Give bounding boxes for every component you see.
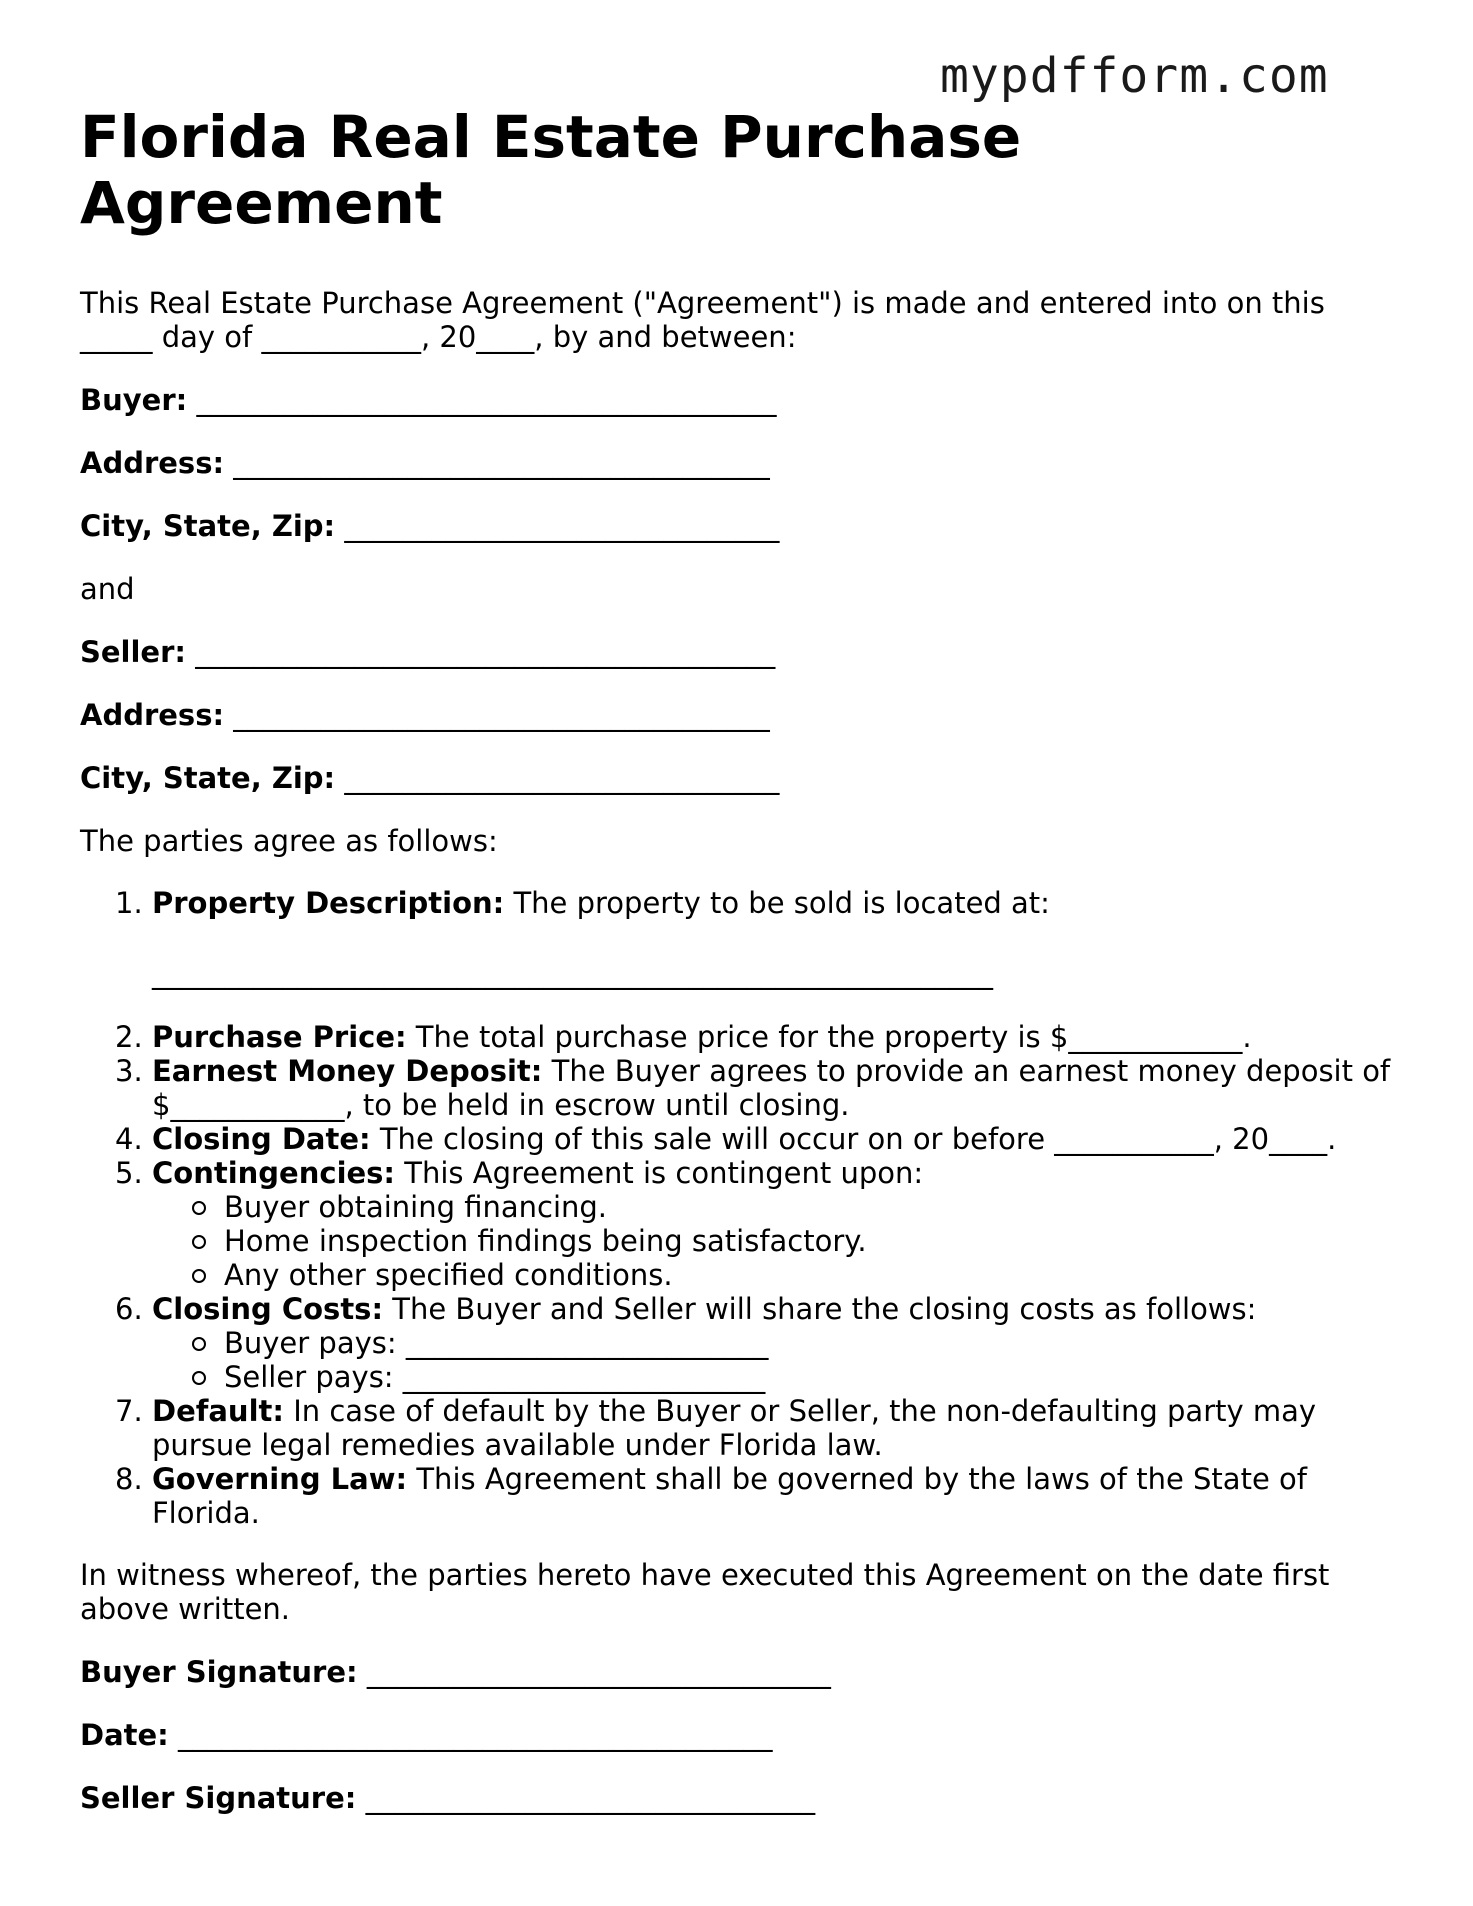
seller-signature-blank[interactable]: _______________________________ [365, 1781, 816, 1815]
witness-paragraph: In witness whereof, the parties hereto have executed this Agreement on the date first above written. [80, 1558, 1330, 1626]
term-number: 2. [115, 1020, 143, 1054]
list-item[interactable] [152, 1360, 1410, 1394]
term-text: The property to be sold is located at: [504, 886, 1050, 920]
term-text: This Agreement is contingent upon: [395, 1156, 924, 1190]
term-item [80, 1122, 1410, 1156]
term-item [80, 1054, 1410, 1122]
term-item [80, 886, 1410, 990]
term-number: 4. [115, 1122, 143, 1156]
list-item-text: Any other specified conditions. [224, 1258, 673, 1292]
buyer-signature-blank[interactable]: ________________________________ [366, 1655, 831, 1689]
list-item [152, 1190, 1410, 1224]
seller-address-field[interactable] [80, 698, 1410, 732]
closing-costs-list [152, 1326, 1410, 1394]
seller-signature-field[interactable] [80, 1781, 1410, 1815]
term-text: The Buyer and Seller will share the closing costs as follows: [383, 1292, 1257, 1326]
document-page [80, 104, 1410, 1815]
term-text: The total purchase price for the property is $____________. [406, 1020, 1252, 1054]
page-title: Florida Real Estate Purchase Agreement [80, 103, 1022, 237]
term-text: This Agreement shall be governed by the laws of the State of Florida. [152, 1462, 1307, 1530]
seller-name-label: Seller: [80, 635, 187, 669]
term-number: 5. [115, 1156, 143, 1190]
term-text: The Buyer agrees to provide an earnest money deposit of $____________, to be held in escrow until closing. [152, 1054, 1391, 1122]
list-item-text: Buyer obtaining financing. [224, 1190, 608, 1224]
bullet-icon [192, 1201, 206, 1215]
list-item[interactable] [152, 1326, 1410, 1360]
term-text: The closing of this sale will occur on or before ___________, 20____. [370, 1122, 1337, 1156]
list-item [152, 1258, 1410, 1292]
list-item [152, 1224, 1410, 1258]
buyer-name-blank[interactable]: ________________________________________ [196, 383, 777, 417]
seller-address-label: Address: [80, 698, 225, 732]
buyer-pays-blank[interactable]: Buyer pays: _________________________ [224, 1326, 769, 1360]
term-title: Governing Law: [152, 1462, 408, 1496]
buyer-signature-field[interactable] [80, 1655, 1410, 1689]
bullet-icon [192, 1235, 206, 1249]
seller-name-field[interactable] [80, 635, 1410, 669]
date-label: Date: [80, 1718, 169, 1752]
bullet-icon [192, 1269, 206, 1283]
buyer-address-field[interactable] [80, 446, 1410, 480]
term-item [80, 1020, 1410, 1054]
buyer-signature-label: Buyer Signature: [80, 1655, 358, 1689]
intro-paragraph: This Real Estate Purchase Agreement ("Agreement") is made and entered into on this _____ day of ___________, 20____, by and between: [80, 286, 1325, 354]
seller-name-blank[interactable]: ________________________________________ [195, 635, 776, 669]
and-text: and [80, 572, 135, 606]
seller-city-blank[interactable]: ______________________________ [344, 761, 780, 795]
buyer-address-label: Address: [80, 446, 225, 480]
term-number: 1. [115, 886, 143, 920]
seller-pays-blank[interactable]: Seller pays: _________________________ [224, 1360, 766, 1394]
term-number: 8. [115, 1462, 143, 1496]
term-title: Purchase Price: [152, 1020, 407, 1054]
term-title: Closing Costs: [152, 1292, 384, 1326]
bullet-icon [192, 1337, 206, 1351]
buyer-city-blank[interactable]: ______________________________ [344, 509, 780, 543]
date-blank[interactable]: _________________________________________ [178, 1718, 773, 1752]
seller-address-blank[interactable]: _____________________________________ [233, 698, 770, 732]
seller-city-label: City, State, Zip: [80, 761, 336, 795]
contingency-list [152, 1190, 1410, 1292]
term-number: 7. [115, 1394, 143, 1428]
term-title: Default: [152, 1394, 284, 1428]
term-item [80, 1394, 1410, 1462]
term-item [80, 1156, 1410, 1292]
buyer-name-field[interactable] [80, 383, 1410, 417]
bullet-icon [192, 1371, 206, 1385]
property-address-blank[interactable]: __________________________________________________________ [152, 956, 993, 990]
agree-text: The parties agree as follows: [80, 824, 498, 858]
term-number: 3. [115, 1054, 143, 1088]
term-title: Closing Date: [152, 1122, 371, 1156]
term-number: 6. [115, 1292, 143, 1326]
term-item [80, 1292, 1410, 1394]
watermark: mypdfform.com [940, 48, 1329, 104]
term-item [80, 1462, 1410, 1530]
term-title: Earnest Money Deposit: [152, 1054, 543, 1088]
buyer-city-field[interactable] [80, 509, 1410, 543]
term-text: In case of default by the Buyer or Seller, the non-defaulting party may pursue legal remedies available under Florida law. [152, 1394, 1317, 1462]
term-title: Contingencies: [152, 1156, 396, 1190]
seller-city-field[interactable] [80, 761, 1410, 795]
term-title: Property Description: [152, 886, 505, 920]
date-field[interactable] [80, 1718, 1410, 1752]
buyer-name-label: Buyer: [80, 383, 188, 417]
buyer-city-label: City, State, Zip: [80, 509, 336, 543]
terms-list [80, 886, 1410, 1530]
buyer-address-blank[interactable]: _____________________________________ [233, 446, 770, 480]
seller-signature-label: Seller Signature: [80, 1781, 357, 1815]
list-item-text: Home inspection findings being satisfactory. [224, 1224, 867, 1258]
